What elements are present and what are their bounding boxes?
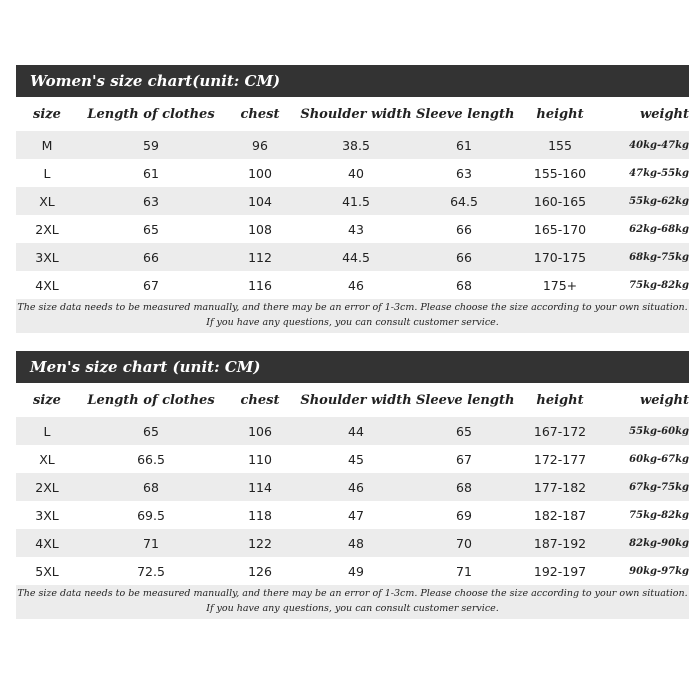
cell-sleeve-length: 63 (456, 165, 472, 181)
cell-sleeve-length: 65 (456, 423, 472, 439)
cell-height: 187-192 (533, 535, 587, 551)
cell-chest: 110 (248, 451, 272, 467)
men-header-chest: chest (240, 392, 280, 408)
cell-length: 68 (143, 479, 159, 495)
men-header-weight: weight (640, 392, 689, 408)
cell-length: 66 (143, 249, 159, 265)
women-note-line1: The size data needs to be measured manually, and there may be an error of 1-3cm. Please choose the size according to your own situation. (17, 302, 688, 313)
men-size-chart (16, 351, 689, 619)
cell-chest: 114 (248, 479, 272, 495)
cell-chest: 108 (248, 221, 272, 237)
cell-length: 67 (143, 277, 159, 293)
cell-height: 155-160 (533, 165, 587, 181)
cell-shoulder-width: 45 (348, 451, 364, 467)
cell-size: 4XL (35, 277, 59, 293)
cell-length: 72.5 (137, 563, 165, 579)
cell-shoulder-width: 49 (348, 563, 364, 579)
cell-length: 71 (143, 535, 159, 551)
table-row (16, 501, 689, 529)
cell-shoulder-width: 44.5 (342, 249, 370, 265)
cell-height: 182-187 (533, 507, 587, 523)
women-header-height: height (536, 106, 584, 122)
cell-shoulder-width: 40 (348, 165, 364, 181)
cell-shoulder-width: 46 (348, 479, 364, 495)
cell-size: 2XL (35, 221, 59, 237)
table-row (16, 557, 689, 585)
cell-chest: 106 (248, 423, 272, 439)
cell-shoulder-width: 41.5 (342, 193, 370, 209)
cell-chest: 100 (248, 165, 272, 181)
cell-size: L (43, 165, 51, 181)
cell-height: 192-197 (533, 563, 587, 579)
cell-chest: 112 (248, 249, 272, 265)
cell-chest: 104 (248, 193, 272, 209)
cell-weight: 47kg-55kg (629, 167, 689, 179)
cell-size: XL (39, 193, 55, 209)
cell-sleeve-length: 64.5 (450, 193, 478, 209)
table-row (16, 445, 689, 473)
cell-shoulder-width: 46 (348, 277, 364, 293)
cell-height: 172-177 (533, 451, 587, 467)
cell-shoulder-width: 43 (348, 221, 364, 237)
cell-size: L (43, 423, 51, 439)
cell-length: 66.5 (137, 451, 165, 467)
cell-sleeve-length: 66 (456, 249, 472, 265)
women-size-note (16, 299, 689, 333)
women-size-chart (16, 65, 689, 333)
cell-height: 165-170 (533, 221, 587, 237)
cell-size: 2XL (35, 479, 59, 495)
cell-size: XL (39, 451, 55, 467)
cell-shoulder-width: 44 (348, 423, 364, 439)
table-row (16, 529, 689, 557)
men-size-note (16, 585, 689, 619)
women-rows (16, 131, 689, 299)
cell-shoulder-width: 38.5 (342, 137, 370, 153)
table-row (16, 187, 689, 215)
cell-height: 155 (548, 137, 572, 153)
cell-sleeve-length: 61 (456, 137, 472, 153)
table-row (16, 215, 689, 243)
cell-height: 170-175 (533, 249, 587, 265)
cell-sleeve-length: 70 (456, 535, 472, 551)
table-row (16, 159, 689, 187)
cell-weight: 60kg-67kg (629, 453, 689, 465)
women-header-shoulder-width: Shoulder width (300, 106, 412, 122)
table-row (16, 473, 689, 501)
cell-sleeve-length: 71 (456, 563, 472, 579)
men-header-length: Length of clothes (87, 392, 215, 408)
cell-chest: 118 (248, 507, 272, 523)
cell-sleeve-length: 67 (456, 451, 472, 467)
cell-chest: 96 (252, 137, 268, 153)
cell-weight: 40kg-47kg (629, 139, 689, 151)
cell-size: 4XL (35, 535, 59, 551)
cell-chest: 116 (248, 277, 272, 293)
cell-size: 5XL (35, 563, 59, 579)
cell-length: 63 (143, 193, 159, 209)
women-header-sleeve-length: Sleeve length (416, 106, 515, 122)
cell-height: 160-165 (533, 193, 587, 209)
men-header-sleeve-length: Sleeve length (416, 392, 515, 408)
men-note-line2: If you have any questions, you can consult customer service. (206, 603, 499, 614)
cell-length: 69.5 (137, 507, 165, 523)
cell-weight: 90kg-97kg (629, 565, 689, 577)
cell-length: 59 (143, 137, 159, 153)
cell-sleeve-length: 69 (456, 507, 472, 523)
women-header-size: size (33, 106, 61, 122)
cell-height: 167-172 (533, 423, 587, 439)
cell-sleeve-length: 68 (456, 277, 472, 293)
men-header-shoulder-width: Shoulder width (300, 392, 412, 408)
table-row (16, 271, 689, 299)
women-header-weight: weight (640, 106, 689, 122)
men-note-line1: The size data needs to be measured manually, and there may be an error of 1-3cm. Please choose the size according to your own situation. (17, 588, 688, 599)
cell-size: M (41, 137, 53, 153)
cell-size: 3XL (35, 249, 59, 265)
cell-weight: 82kg-90kg (629, 537, 689, 549)
cell-shoulder-width: 47 (348, 507, 364, 523)
cell-sleeve-length: 68 (456, 479, 472, 495)
cell-weight: 67kg-75kg (629, 481, 689, 493)
cell-weight: 75kg-82kg (629, 509, 689, 521)
cell-weight: 75kg-82kg (629, 279, 689, 291)
cell-chest: 126 (248, 563, 272, 579)
women-chart-title: Women's size chart(unit: CM) (16, 65, 689, 97)
cell-length: 65 (143, 221, 159, 237)
women-header-row (16, 97, 689, 131)
men-chart-title: Men's size chart (unit: CM) (16, 351, 689, 383)
cell-weight: 55kg-62kg (629, 195, 689, 207)
cell-weight: 68kg-75kg (629, 251, 689, 263)
cell-length: 65 (143, 423, 159, 439)
men-header-row (16, 383, 689, 417)
table-row (16, 417, 689, 445)
cell-weight: 62kg-68kg (629, 223, 689, 235)
table-row (16, 243, 689, 271)
women-note-line2: If you have any questions, you can consult customer service. (206, 317, 499, 328)
men-header-size: size (33, 392, 61, 408)
cell-shoulder-width: 48 (348, 535, 364, 551)
cell-size: 3XL (35, 507, 59, 523)
men-header-height: height (536, 392, 584, 408)
men-rows (16, 417, 689, 585)
cell-sleeve-length: 66 (456, 221, 472, 237)
women-header-chest: chest (240, 106, 280, 122)
women-header-length: Length of clothes (87, 106, 215, 122)
cell-length: 61 (143, 165, 159, 181)
cell-height: 177-182 (533, 479, 587, 495)
table-row (16, 131, 689, 159)
cell-height: 175+ (542, 277, 578, 293)
cell-chest: 122 (248, 535, 272, 551)
cell-weight: 55kg-60kg (629, 425, 689, 437)
